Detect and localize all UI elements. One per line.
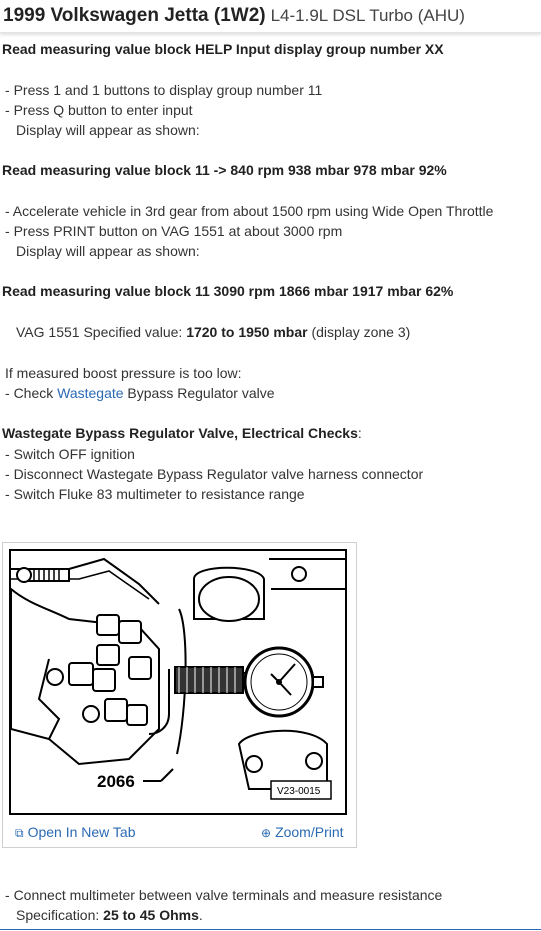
section3-spec: VAG 1551 Specified value: 1720 to 1950 mbar (display zone 3) <box>16 324 411 340</box>
zoom-print-button[interactable]: ⊕ Zoom/Print <box>261 824 344 840</box>
section6-bullet: - Connect multimeter between valve terminals and measure resistance <box>5 887 443 903</box>
wastegate-gauge-illustration[interactable] <box>9 549 347 815</box>
section6-spec: Specification: 25 to 45 Ohms. <box>16 907 203 923</box>
vehicle-title: 1999 Volkswagen Jetta (1W2) <box>3 5 266 26</box>
figure-card <box>2 542 357 848</box>
section1-bullet-1: - Press 1 and 1 buttons to display group number 11 <box>5 82 323 98</box>
section1-bullet-2: - Press Q button to enter input <box>5 102 193 118</box>
wastegate-link[interactable]: Wastegate <box>57 385 124 401</box>
figure-code: V23-0015 <box>277 786 321 797</box>
section2-note: Display will appear as shown: <box>16 243 200 259</box>
section5-heading: Wastegate Bypass Regulator Valve, Electrical Checks: <box>2 425 362 441</box>
open-in-new-tab-button[interactable]: ⧉ Open In New Tab <box>15 824 136 840</box>
footer-divider <box>0 929 541 930</box>
section2-heading: Read measuring value block 11 -> 840 rpm 938 mbar 978 mbar 92% <box>2 162 447 178</box>
fitting-nut <box>17 568 31 582</box>
section1-heading: Read measuring value block HELP Input display group number XX <box>2 41 444 57</box>
page-header <box>0 0 541 33</box>
section4-intro: If measured boost pressure is too low: <box>5 365 242 381</box>
section5-bullet-3: - Switch Fluke 83 multimeter to resistance range <box>5 486 305 502</box>
zoom-icon: ⊕ <box>261 826 272 840</box>
section3-heading: Read measuring value block 11 3090 rpm 1866 mbar 1917 mbar 62% <box>2 283 454 299</box>
section2-bullet-1: - Accelerate vehicle in 3rd gear from about 1500 rpm using Wide Open Throttle <box>5 203 494 219</box>
section1-note: Display will appear as shown: <box>16 122 200 138</box>
section5-bullet-2: - Disconnect Wastegate Bypass Regulator valve harness connector <box>5 466 424 482</box>
figure-actions <box>3 821 356 845</box>
section2-bullet-2: - Press PRINT button on VAG 1551 at about 3000 rpm <box>5 223 343 239</box>
open-tab-icon: ⧉ <box>15 826 24 840</box>
section4-check: - Check Wastegate Bypass Regulator valve <box>5 385 275 401</box>
section5-bullet-1: - Switch OFF ignition <box>5 446 135 462</box>
engine-subtitle: L4-1.9L DSL Turbo (AHU) <box>270 6 465 25</box>
callout-label: 2066 <box>97 772 135 791</box>
adapter-knurl <box>175 667 243 693</box>
